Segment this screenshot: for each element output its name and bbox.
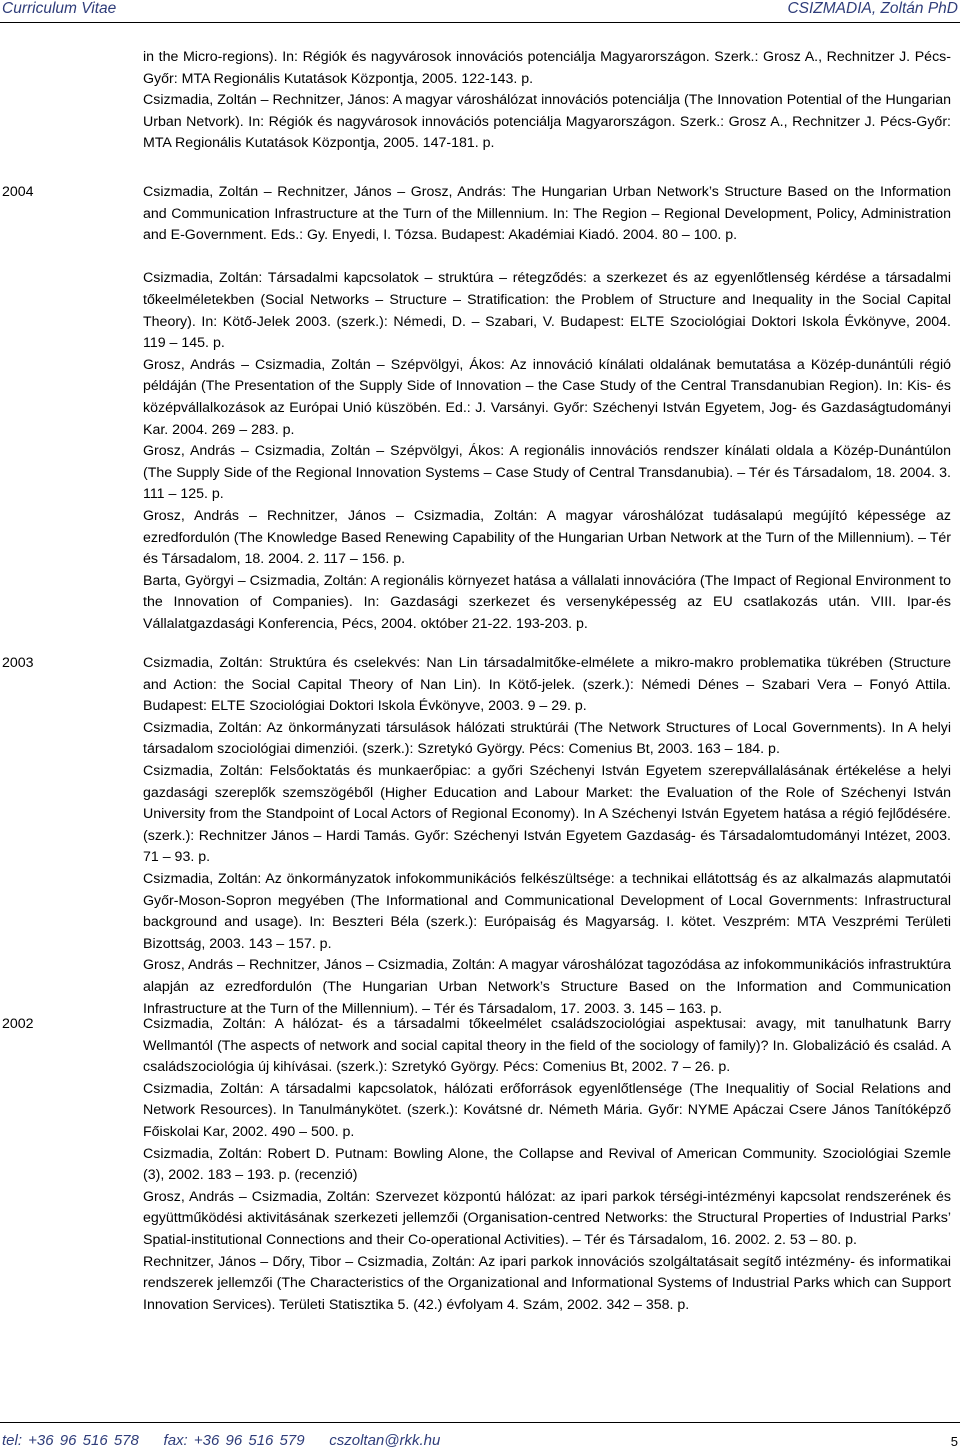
publication-entry: Csizmadia, Zoltán: A társadalmi kapcsolatok, hálózati erőforrások egyenlőtlensége (The Inequalitiy of Social Relations and Network Resources). In Tanulmánykötet. (szerk.): Kovátsné dr. Németh Mária. Győr: NYME Apáczai Csere János Tanítóképző Főiskolai Kar, 2002. 490 – 500. p. [143,1080,951,1140]
year-label: 2002 [2,1016,34,1032]
publication-entry: Grosz, András – Csizmadia, Zoltán: Szervezet központú hálózat: az ipari parkok térségi-intézményi kapcsolat rendszerének és együttműködési aktivitásának szerkezeti jellemzői (Organisation-centred Networks: the Structural Properties of Industrial Parks’ Spatial-institutional Connections and their Co-operational Activities). – Tér és Társadalom, 16. 2002. 2. 53 – 80. p. [143,1188,951,1248]
year-label: 2003 [2,655,34,671]
footer-divider [0,1422,960,1423]
year-section-2004 [0,182,960,635]
publication-entry: Csizmadia, Zoltán: Robert D. Putnam: Bowling Alone, the Collapse and Revival of American Community. Szociológiai Szemle (3), 2002. 183 – 193. p. (recenzió) [143,1145,951,1184]
publication-entry: Csizmadia, Zoltán: Az önkormányzati társulások hálózati struktúrái (The Network Structures of Local Governments). In A helyi társadalom szociológiai dimenziói. (szerk.): Szretykó György. Pécs: Comenius Bt, 2003. 163 – 184. p. [143,719,951,758]
header-divider [0,22,960,23]
page-number: 5 [950,1434,958,1449]
continuation-entry: Csizmadia, Zoltán – Rechnitzer, János: A magyar városhálózat innovációs potenciálja (The Innovation Potential of the Hungarian Urban Netvork). In: Régiók és nagyvárosok innovációs potenciálja Magyarországon. Szerk.: Grosz A., Rechnitzer J. Pécs-Győr: MTA Regionális Kutatások Központja, 2005. 147-181. p. [143,92,951,152]
publication-entry: Rechnitzer, János – Dőry, Tibor – Csizmadia, Zoltán: Az ipari parkok innovációs szolgáltatásait segítő intézmény- és informatikai rendszerek jellemzői (The Characteristics of the Organizational and Informational Systems of Industrial Parks which can Support Innovation Services). Területi Statisztika 5. (42.) évfolyam 4. Szám, 2002. 342 – 358. p. [143,1253,951,1313]
footer-fax: fax: +36 96 516 579 [163,1432,305,1449]
header-author: CSIZMADIA, Zoltán PhD [787,0,958,17]
publication-entry: Grosz, András – Csizmadia, Zoltán – Szépvölgyi, Ákos: Az innováció kínálati oldalának bemutatása a Közép-dunántúli régió példáján (The Presentation of the Supply Side of Innovation – the Case Study of the Central Transdanubian Region). In: Kis- és középvállalkozások az Európai Unió küszöbén. Ed.: J. Varsányi. Győr: Széchenyi István Egyetem, Jog- és Gazdaságtudományi Kar. 2004. 269 – 283. p. [143,356,951,438]
header-title: Curriculum Vitae [2,0,117,17]
publication-entry: Csizmadia, Zoltán: Az önkormányzatok infokommunikációs felkészültsége: a technikai ellátottság és az alkalmazás alapmutatói Győr-Moson-Sopron megyében (The Informational and Communicational Development of Local Governments: Infrastructural background and usage). In: Beszteri Béla (szerk.): Európaiság és Magyarság. I. kötet. Veszprém: MTA Veszprémi Területi Bizottság, 2003. 143 – 157. p. [143,870,951,952]
year-label: 2004 [2,184,34,200]
page-footer [0,1422,960,1454]
publication-entry: Grosz, András – Rechnitzer, János – Csizmadia, Zoltán: A magyar városhálózat tudásalapú megújító képessége az ezredfordulón (The Knowledge Based Renewing Capability of the Hungarian Urban Network at the Turn of the Millennium). – Tér és Társadalom, 18. 2004. 2. 117 – 156. p. [143,507,951,568]
publication-entry: Grosz, András – Csizmadia, Zoltán – Szépvölgyi, Ákos: A regionális innovációs rendszer kínálati oldala a Közép-Dunántúlon (The Supply Side of the Regional Innovation Systems – Case Study of Central Transdanubia). – Tér és Társadalom, 18. 2004. 3. 111 – 125. p. [143,443,951,503]
publication-entry: Csizmadia, Zoltán: A hálózat- és a társadalmi tőkeelmélet családszociológiai aspektusai: avagy, mit tanulhatunk Barry Wellmantól (The aspects of network and social capital theory in the field of the sociology of family)? In. Globalizáció és család. A családszociológia új kihívásai. (szerk.): Szretykó György. Pécs: Comenius Bt, 2002. 7 – 26. p. [143,1016,951,1076]
publication-entry: Grosz, András – Rechnitzer, János – Csizmadia, Zoltán: A magyar városhálózat tagozódása az infokommunikációs infrastruktúra alapján az ezredfordulón (The Hungarian Urban Network’s Structure Based on the Information and Communication Infrastructure at the Turn of the Millennium). – Tér és Társadalom, 17. 2003. 3. 145 – 163. p. [143,957,951,1017]
publication-entry: Csizmadia, Zoltán: Felsőoktatás és munkaerőpiac: a győri Széchenyi István Egyetem szerepvállalásának értékelése a helyi gazdasági szereplők szemszögéből (Higher Education and Labour Market: the Evaluation of the Role of Széchenyi István University from the Standpoint of Local Actors of Regional Economy). In A Széchenyi István Egyetem hatása a régió fejlődésére. (szerk.): Rechnitzer János – Hardi Tamás. Győr: Széchenyi István Egyetem Gazdaság- és Társadalomtudományi Intézet, 2003. 71 – 93. p. [143,762,951,866]
publication-entry: Barta, Györgyi – Csizmadia, Zoltán: A regionális környezet hatása a vállalati innovációra (The Impact of Regional Environment to the Innovation of Companies). In: Gazdasági szerkezet és versenyképesség az EU csatlakozás után. VIII. Ipar-és Vállalatgazdasági Konferencia, Pécs, 2004. október 21-22. 193-203. p. [143,572,951,632]
publication-entry: Csizmadia, Zoltán: Társadalmi kapcsolatok – struktúra – rétegződés: a szerkezet és az egyenlőtlenség kérdése a társadalmi tőkeelméletekben (Social Networks – Structure – Stratification: the Problem of Structure and Inequality in the Social Capital Theory). In: Kötő-Jelek 2003. (szerk.): Némedi, D. – Szabari, V. Budapest: ELTE Szociológiai Doktori Iskola Évkönyve, 2004. 119 – 145. p. [143,270,951,352]
publication-entry: Csizmadia, Zoltán: Struktúra és cselekvés: Nan Lin társadalmitőke-elmélete a mikro-makro problematika tükrében (Structure and Action: the Social Capital Theory of Nan Lin). In Kötő-jelek. (szerk.): Némedi Dénes – Szabari Vera – Fonyó Attila. Budapest: ELTE Szociológiai Doktori Iskola Évkönyve, 2003. 9 – 29. p. [143,655,951,715]
publication-entry: Csizmadia, Zoltán – Rechnitzer, János – Grosz, András: The Hungarian Urban Network’s Structure Based on the Information and Communication Infrastructure at the Turn of the Millennium. In: The Region – Regional Development, Policy, Administration and E-Government. Eds.: Gy. Enyedi, I. Tózsa. Budapest: Akadémiai Kiadó. 2004. 80 – 100. p. [143,184,951,244]
continuation-paragraph: in the Micro-regions). In: Régiók és nagyvárosok innovációs potenciálja Magyarországon. Szerk.: Grosz A., Rechnitzer J. Pécs-Győr: MTA Regionális Kutatások Központja, 2005. 122-143. p. [143,49,951,87]
year-section-2003 [0,653,960,1020]
footer-phone: tel: +36 96 516 578 [2,1432,139,1449]
continuation-block [0,47,960,155]
footer-contact [2,1432,440,1449]
year-section-2002 [0,1014,960,1316]
page-header [0,0,960,32]
footer-email[interactable]: cszoltan@rkk.hu [329,1432,441,1449]
